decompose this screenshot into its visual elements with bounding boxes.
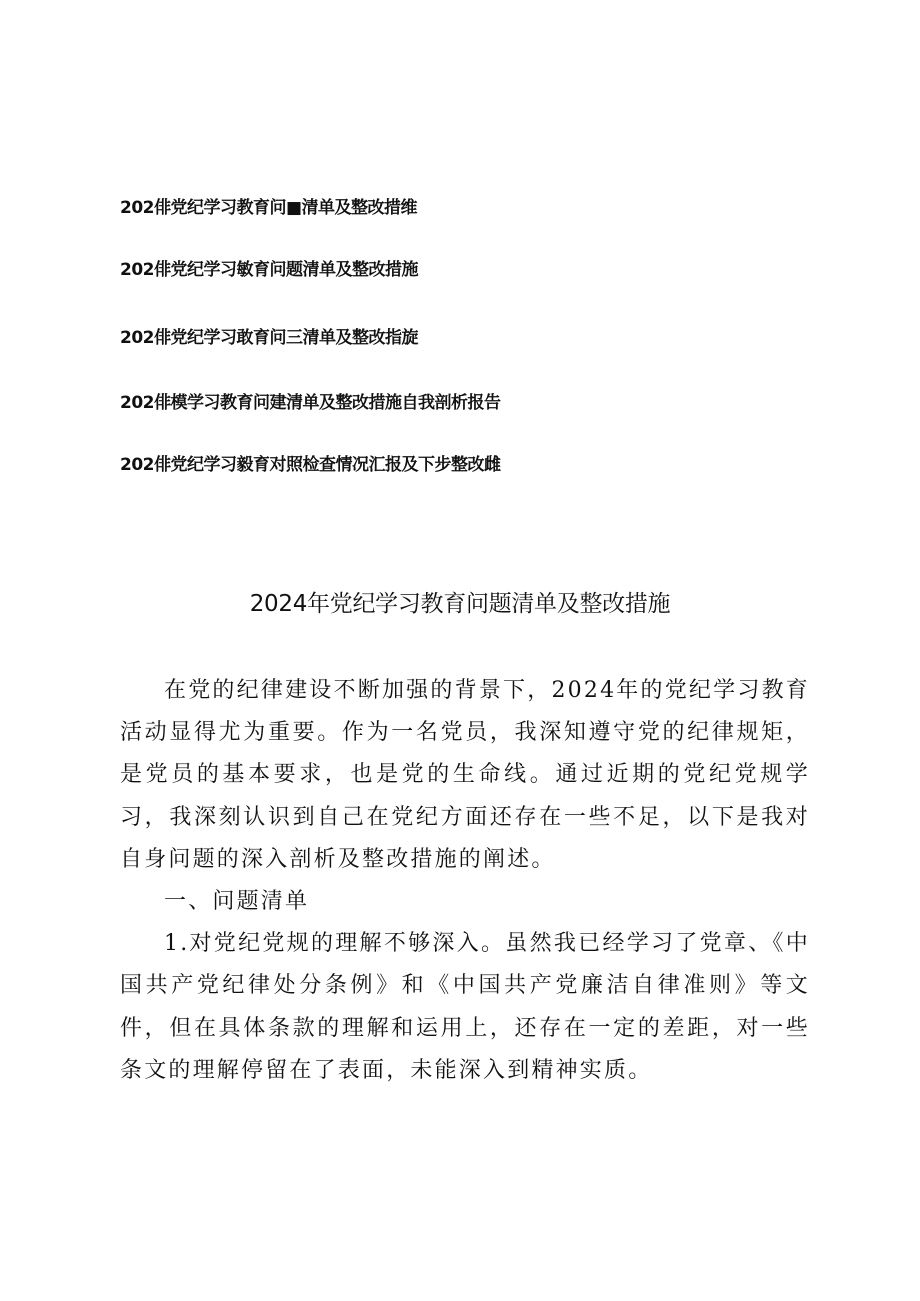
toc-item[interactable]: 202俳党纪学习敏育问题清单及整改措施: [120, 260, 418, 280]
document-title: 2024年党纪学习教育问题清单及整改措施: [249, 591, 671, 617]
document-body: [120, 670, 810, 1092]
toc-item[interactable]: 202俳党纪学习毅育对照检查情况汇报及下步整改雌: [120, 455, 501, 475]
toc-item[interactable]: 202俳模学习教育问建清单及整改措施自我剖析报告: [120, 393, 501, 413]
issue-paragraph: 1.对党纪党规的理解不够深入。虽然我已经学习了党章、《中国共产党纪律处分条例》和《中国共产党廉洁自律准则》等文件，但在具体条款的理解和运用上，还存在一定的差距，对一些条文的理解停留在了表面，未能深入到精神实质。: [120, 931, 810, 1083]
toc-item[interactable]: 202俳党纪学习敢育问三清单及整改指旋: [120, 328, 418, 348]
toc-item[interactable]: 202俳党纪学习教育问■清单及整改措维: [120, 198, 418, 218]
section-heading: 一、问题清单: [164, 889, 310, 915]
intro-paragraph: 在党的纪律建设不断加强的背景下，2024年的党纪学习教育活动显得尤为重要。作为一名党员，我深知遵守党的纪律规矩，是党员的基本要求，也是党的生命线。通过近期的党纪党规学习，我深刻认识到自己在党纪方面还存在一些不足，以下是我对自身问题的深入剖析及整改措施的阐述。: [120, 678, 810, 872]
